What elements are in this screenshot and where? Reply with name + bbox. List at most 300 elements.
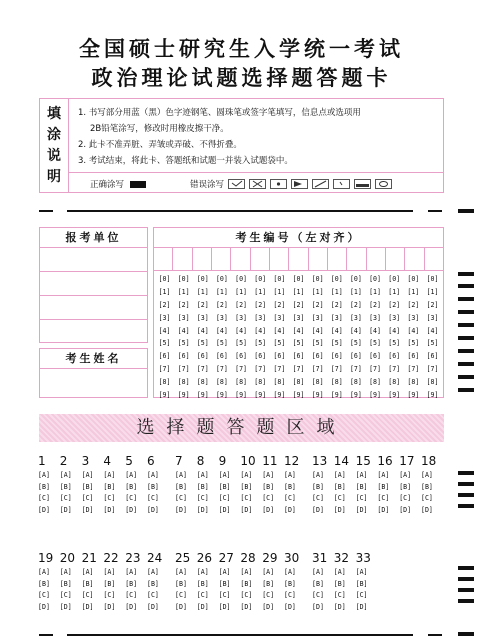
option-bubble[interactable]: [D] [312,505,324,514]
option-bubble[interactable]: [A] [333,568,346,576]
option-bubble[interactable]: [D] [81,602,94,611]
option-bubble[interactable]: [A] [81,568,94,576]
option-bubble[interactable]: [B] [175,579,187,588]
option-bubble[interactable]: [D] [377,505,390,514]
exam-id-bubble[interactable]: [2] [407,300,420,309]
option-bubble[interactable]: [D] [175,505,187,514]
exam-id-bubble[interactable]: [8] [407,378,420,387]
exam-id-cell[interactable] [193,248,212,270]
exam-id-bubble[interactable]: [6] [349,352,362,361]
exam-id-bubble[interactable]: [4] [177,326,190,335]
option-bubble[interactable]: [A] [355,471,368,479]
exam-id-bubble[interactable]: [4] [330,326,343,335]
option-bubble[interactable]: [B] [81,482,94,491]
exam-id-bubble[interactable]: [0] [273,275,286,283]
option-bubble[interactable]: [D] [283,505,296,514]
option-bubble[interactable]: [A] [59,471,72,479]
exam-id-bubble[interactable]: [3] [254,313,267,322]
exam-id-bubble[interactable]: [7] [369,365,381,374]
exam-id-bubble[interactable]: [0] [369,275,381,283]
exam-id-cell[interactable] [289,248,308,270]
option-bubble[interactable]: [B] [59,482,72,491]
option-bubble[interactable]: [D] [240,602,253,611]
option-bubble[interactable]: [B] [377,482,390,491]
exam-id-bubble[interactable]: [7] [330,365,343,374]
exam-id-bubble[interactable]: [9] [235,391,248,400]
option-bubble[interactable]: [B] [125,579,138,588]
exam-id-bubble[interactable]: [4] [349,326,362,335]
exam-id-bubble[interactable]: [9] [254,391,267,400]
exam-id-bubble[interactable]: [7] [407,365,420,374]
exam-id-bubble[interactable]: [6] [196,352,209,361]
exam-id-bubble[interactable]: [8] [196,378,209,387]
exam-id-bubble[interactable]: [6] [292,352,305,361]
exam-id-bubble[interactable]: [9] [215,391,228,400]
option-bubble[interactable]: [C] [333,494,346,502]
exam-id-bubble[interactable]: [6] [158,352,171,361]
option-bubble[interactable]: [D] [103,505,116,514]
exam-id-bubble[interactable]: [2] [215,300,228,309]
exam-id-bubble[interactable]: [1] [311,287,324,296]
exam-id-bubble[interactable]: [8] [426,378,439,387]
option-bubble[interactable]: [B] [146,579,159,588]
option-bubble[interactable]: [A] [175,568,187,576]
exam-id-bubble[interactable]: [3] [330,313,343,322]
option-bubble[interactable]: [D] [262,602,275,611]
exam-id-bubble[interactable]: [4] [215,326,228,335]
option-bubble[interactable]: [D] [125,602,138,611]
exam-id-bubble[interactable]: [4] [369,326,381,335]
option-bubble[interactable]: [D] [283,602,296,611]
option-bubble[interactable]: [B] [218,579,231,588]
exam-id-bubble[interactable]: [4] [254,326,267,335]
option-bubble[interactable]: [C] [333,591,346,599]
option-bubble[interactable]: [B] [103,579,116,588]
exam-id-bubble[interactable]: [6] [273,352,286,361]
option-bubble[interactable]: [C] [420,494,433,502]
exam-id-bubble[interactable]: [4] [311,326,324,335]
option-bubble[interactable]: [D] [196,602,209,611]
option-bubble[interactable]: [C] [125,591,138,599]
option-bubble[interactable]: [B] [333,482,346,491]
exam-id-bubble[interactable]: [4] [388,326,401,335]
exam-id-bubble[interactable]: [0] [311,275,324,283]
exam-id-bubble[interactable]: [9] [196,391,209,400]
exam-id-bubble[interactable]: [6] [330,352,343,361]
option-bubble[interactable]: [D] [81,505,94,514]
exam-id-bubble[interactable]: [6] [215,352,228,361]
option-bubble[interactable]: [A] [399,471,412,479]
exam-id-bubble[interactable]: [2] [349,300,362,309]
exam-id-cell[interactable] [154,248,173,270]
exam-id-bubble[interactable]: [6] [388,352,401,361]
option-bubble[interactable]: [A] [240,568,253,576]
option-bubble[interactable]: [C] [312,494,324,502]
option-bubble[interactable]: [D] [125,505,138,514]
option-bubble[interactable]: [A] [262,568,275,576]
exam-id-bubble[interactable]: [5] [177,339,190,348]
exam-id-bubble[interactable]: [9] [349,391,362,400]
exam-id-bubble[interactable]: [7] [292,365,305,374]
exam-id-bubble[interactable]: [2] [388,300,401,309]
option-bubble[interactable]: [B] [240,579,253,588]
option-bubble[interactable]: [A] [420,471,433,479]
exam-id-bubble[interactable]: [9] [369,391,381,400]
exam-id-bubble[interactable]: [8] [349,378,362,387]
option-bubble[interactable]: [B] [175,482,187,491]
exam-id-bubble[interactable]: [8] [311,378,324,387]
exam-id-cell[interactable] [425,248,443,270]
option-bubble[interactable]: [D] [38,602,50,611]
option-bubble[interactable]: [C] [146,591,159,599]
exam-id-bubble[interactable]: [1] [215,287,228,296]
option-bubble[interactable]: [C] [262,494,275,502]
exam-id-bubble[interactable]: [3] [292,313,305,322]
exam-id-bubble[interactable]: [7] [254,365,267,374]
option-bubble[interactable]: [C] [218,494,231,502]
exam-id-bubble[interactable]: [5] [369,339,381,348]
exam-id-bubble[interactable]: [2] [273,300,286,309]
exam-id-bubble[interactable]: [1] [196,287,209,296]
option-bubble[interactable]: [D] [420,505,433,514]
exam-id-bubble[interactable]: [3] [235,313,248,322]
option-bubble[interactable]: [D] [355,505,368,514]
exam-id-bubble[interactable]: [5] [196,339,209,348]
option-bubble[interactable]: [A] [355,568,368,576]
exam-id-bubble[interactable]: [8] [158,378,171,387]
exam-id-bubble[interactable]: [0] [254,275,267,283]
option-bubble[interactable]: [A] [218,471,231,479]
exam-id-bubble[interactable]: [3] [311,313,324,322]
option-bubble[interactable]: [D] [240,505,253,514]
exam-id-bubble[interactable]: [0] [235,275,248,283]
option-bubble[interactable]: [C] [262,591,275,599]
option-bubble[interactable]: [A] [312,568,324,576]
option-bubble[interactable]: [C] [175,591,187,599]
option-bubble[interactable]: [C] [103,494,116,502]
exam-id-bubble[interactable]: [6] [369,352,381,361]
exam-id-bubble[interactable]: [8] [215,378,228,387]
option-bubble[interactable]: [A] [146,568,159,576]
option-bubble[interactable]: [C] [38,494,50,502]
exam-id-bubble[interactable]: [3] [177,313,190,322]
exam-id-bubble[interactable]: [4] [196,326,209,335]
exam-id-bubble[interactable]: [2] [311,300,324,309]
option-bubble[interactable]: [C] [38,591,50,599]
exam-id-bubble[interactable]: [7] [235,365,248,374]
exam-id-bubble[interactable]: [4] [158,326,171,335]
option-bubble[interactable]: [D] [218,505,231,514]
exam-id-write-cells[interactable] [154,248,443,271]
exam-id-bubble[interactable]: [5] [273,339,286,348]
option-bubble[interactable]: [C] [283,494,296,502]
option-bubble[interactable]: [A] [377,471,390,479]
exam-id-bubble[interactable]: [5] [388,339,401,348]
option-bubble[interactable]: [B] [262,579,275,588]
option-bubble[interactable]: [C] [312,591,324,599]
option-bubble[interactable]: [C] [240,494,253,502]
exam-id-cell[interactable] [231,248,250,270]
exam-id-bubble[interactable]: [9] [407,391,420,400]
exam-id-bubble[interactable]: [3] [407,313,420,322]
exam-id-bubble[interactable]: [8] [177,378,190,387]
exam-id-bubble[interactable]: [4] [292,326,305,335]
option-bubble[interactable]: [B] [355,579,368,588]
exam-id-bubble[interactable]: [9] [311,391,324,400]
option-bubble[interactable]: [B] [38,482,50,491]
exam-id-bubble[interactable]: [5] [311,339,324,348]
option-bubble[interactable]: [B] [262,482,275,491]
option-bubble[interactable]: [C] [355,494,368,502]
exam-id-bubble[interactable]: [4] [426,326,439,335]
option-bubble[interactable]: [A] [218,568,231,576]
exam-id-bubble[interactable]: [0] [407,275,420,283]
exam-id-bubble[interactable]: [6] [177,352,190,361]
exam-id-bubble[interactable]: [8] [254,378,267,387]
exam-id-bubble[interactable]: [9] [292,391,305,400]
exam-id-bubble[interactable]: [7] [177,365,190,374]
exam-id-bubble[interactable]: [8] [330,378,343,387]
option-bubble[interactable]: [D] [175,602,187,611]
exam-id-bubble[interactable]: [5] [292,339,305,348]
exam-id-bubble[interactable]: [6] [235,352,248,361]
exam-id-bubble[interactable]: [3] [388,313,401,322]
option-bubble[interactable]: [A] [312,471,324,479]
exam-id-bubble[interactable]: [2] [330,300,343,309]
option-bubble[interactable]: [C] [196,494,209,502]
option-bubble[interactable]: [C] [175,494,187,502]
exam-id-bubble[interactable]: [5] [254,339,267,348]
option-bubble[interactable]: [B] [218,482,231,491]
option-bubble[interactable]: [C] [81,494,94,502]
exam-id-bubble[interactable]: [1] [330,287,343,296]
exam-id-bubble[interactable]: [4] [235,326,248,335]
option-bubble[interactable]: [A] [81,471,94,479]
exam-id-bubble[interactable]: [2] [426,300,439,309]
option-bubble[interactable]: [D] [103,602,116,611]
option-bubble[interactable]: [C] [81,591,94,599]
exam-id-bubble[interactable]: [2] [177,300,190,309]
exam-id-bubble[interactable]: [1] [349,287,362,296]
exam-id-bubble[interactable]: [1] [426,287,439,296]
exam-id-bubble[interactable]: [7] [349,365,362,374]
exam-id-bubble[interactable]: [9] [273,391,286,400]
option-bubble[interactable]: [C] [103,591,116,599]
option-bubble[interactable]: [B] [283,482,296,491]
exam-id-bubble[interactable]: [6] [311,352,324,361]
exam-id-bubble[interactable]: [3] [215,313,228,322]
option-bubble[interactable]: [A] [283,471,296,479]
exam-id-bubble[interactable]: [9] [158,391,171,400]
exam-id-cell[interactable] [347,248,366,270]
option-bubble[interactable]: [B] [196,482,209,491]
exam-id-cell[interactable] [405,248,424,270]
exam-id-bubble[interactable]: [8] [273,378,286,387]
exam-id-bubble[interactable]: [0] [388,275,401,283]
exam-id-bubble[interactable]: [5] [235,339,248,348]
exam-id-bubble[interactable]: [3] [426,313,439,322]
exam-id-bubble[interactable]: [7] [311,365,324,374]
exam-id-bubble[interactable]: [9] [177,391,190,400]
option-bubble[interactable]: [C] [59,591,72,599]
exam-id-cell[interactable] [270,248,289,270]
exam-id-bubble[interactable]: [9] [388,391,401,400]
exam-id-bubble[interactable]: [6] [426,352,439,361]
exam-id-bubble[interactable]: [6] [254,352,267,361]
option-bubble[interactable]: [D] [399,505,412,514]
exam-id-bubble[interactable]: [0] [349,275,362,283]
exam-id-bubble[interactable]: [5] [407,339,420,348]
exam-id-bubble[interactable]: [1] [273,287,286,296]
option-bubble[interactable]: [D] [333,602,346,611]
exam-id-bubble[interactable]: [8] [235,378,248,387]
exam-id-bubble[interactable]: [2] [254,300,267,309]
exam-id-bubble[interactable]: [9] [330,391,343,400]
exam-id-cell[interactable] [251,248,270,270]
option-bubble[interactable]: [A] [146,471,159,479]
option-bubble[interactable]: [D] [333,505,346,514]
exam-id-cell[interactable] [367,248,386,270]
option-bubble[interactable]: [B] [125,482,138,491]
exam-id-bubble[interactable]: [5] [426,339,439,348]
option-bubble[interactable]: [C] [218,591,231,599]
option-bubble[interactable]: [A] [103,568,116,576]
option-bubble[interactable]: [D] [146,505,159,514]
exam-id-bubble[interactable]: [1] [235,287,248,296]
option-bubble[interactable]: [C] [240,591,253,599]
exam-id-bubble[interactable]: [3] [196,313,209,322]
option-bubble[interactable]: [C] [283,591,296,599]
exam-id-bubble[interactable]: [0] [292,275,305,283]
exam-id-bubble[interactable]: [7] [196,365,209,374]
exam-id-bubble[interactable]: [8] [388,378,401,387]
exam-id-bubble[interactable]: [4] [273,326,286,335]
option-bubble[interactable]: [A] [59,568,72,576]
option-bubble[interactable]: [C] [125,494,138,502]
exam-id-bubble[interactable]: [9] [426,391,439,400]
exam-id-bubble[interactable]: [0] [196,275,209,283]
exam-id-bubble[interactable]: [3] [369,313,381,322]
exam-id-bubble[interactable]: [5] [215,339,228,348]
option-bubble[interactable]: [C] [59,494,72,502]
option-bubble[interactable]: [B] [196,579,209,588]
exam-id-cell[interactable] [173,248,192,270]
option-bubble[interactable]: [A] [262,471,275,479]
option-bubble[interactable]: [D] [59,505,72,514]
exam-id-cell[interactable] [309,248,328,270]
exam-id-bubble[interactable]: [7] [273,365,286,374]
option-bubble[interactable]: [B] [283,579,296,588]
exam-id-bubble[interactable]: [2] [158,300,171,309]
option-bubble[interactable]: [C] [355,591,368,599]
option-bubble[interactable]: [D] [196,505,209,514]
exam-id-bubble[interactable]: [6] [407,352,420,361]
exam-id-bubble[interactable]: [1] [254,287,267,296]
option-bubble[interactable]: [D] [218,602,231,611]
option-bubble[interactable]: [A] [196,568,209,576]
option-bubble[interactable]: [B] [59,579,72,588]
exam-id-bubble[interactable]: [8] [292,378,305,387]
option-bubble[interactable]: [B] [146,482,159,491]
exam-id-cell[interactable] [328,248,347,270]
exam-id-bubble[interactable]: [3] [349,313,362,322]
exam-id-bubble[interactable]: [7] [215,365,228,374]
option-bubble[interactable]: [A] [240,471,253,479]
exam-id-bubble[interactable]: [2] [235,300,248,309]
exam-id-bubble[interactable]: [5] [158,339,171,348]
exam-id-bubble[interactable]: [1] [388,287,401,296]
exam-id-cell[interactable] [212,248,231,270]
exam-id-bubble[interactable]: [1] [158,287,171,296]
candidate-name-input-area[interactable] [40,368,147,397]
option-bubble[interactable]: [C] [377,494,390,502]
option-bubble[interactable]: [B] [399,482,412,491]
exam-id-bubble[interactable]: [2] [292,300,305,309]
option-bubble[interactable]: [A] [175,471,187,479]
exam-id-bubble[interactable]: [1] [177,287,190,296]
exam-unit-input-area[interactable] [40,247,147,342]
option-bubble[interactable]: [D] [355,602,368,611]
exam-id-bubble[interactable]: [0] [177,275,190,283]
option-bubble[interactable]: [B] [312,482,324,491]
option-bubble[interactable]: [A] [333,471,346,479]
option-bubble[interactable]: [B] [333,579,346,588]
exam-id-bubble[interactable]: [1] [292,287,305,296]
option-bubble[interactable]: [A] [196,471,209,479]
exam-id-bubble[interactable]: [0] [426,275,439,283]
option-bubble[interactable]: [A] [38,471,50,479]
option-bubble[interactable]: [B] [81,579,94,588]
option-bubble[interactable]: [D] [59,602,72,611]
exam-id-bubble[interactable]: [0] [158,275,171,283]
exam-id-bubble[interactable]: [2] [196,300,209,309]
option-bubble[interactable]: [D] [312,602,324,611]
exam-id-bubble[interactable]: [3] [273,313,286,322]
option-bubble[interactable]: [A] [125,471,138,479]
exam-id-bubble[interactable]: [0] [330,275,343,283]
exam-id-bubble[interactable]: [7] [426,365,439,374]
exam-id-bubble[interactable]: [8] [369,378,381,387]
exam-id-bubble[interactable]: [5] [349,339,362,348]
exam-id-bubble[interactable]: [2] [369,300,381,309]
exam-id-bubble[interactable]: [1] [369,287,381,296]
option-bubble[interactable]: [D] [38,505,50,514]
exam-id-bubble[interactable]: [1] [407,287,420,296]
option-bubble[interactable]: [B] [103,482,116,491]
exam-id-bubble[interactable]: [5] [330,339,343,348]
option-bubble[interactable]: [A] [103,471,116,479]
exam-id-cell[interactable] [386,248,405,270]
option-bubble[interactable]: [B] [312,579,324,588]
option-bubble[interactable]: [C] [146,494,159,502]
option-bubble[interactable]: [C] [196,591,209,599]
exam-id-bubble[interactable]: [7] [388,365,401,374]
option-bubble[interactable]: [B] [355,482,368,491]
option-bubble[interactable]: [A] [38,568,50,576]
option-bubble[interactable]: [D] [146,602,159,611]
exam-id-bubble[interactable]: [4] [407,326,420,335]
option-bubble[interactable]: [D] [262,505,275,514]
option-bubble[interactable]: [A] [283,568,296,576]
exam-id-bubble[interactable]: [7] [158,365,171,374]
exam-id-bubble[interactable]: [3] [158,313,171,322]
option-bubble[interactable]: [C] [399,494,412,502]
option-bubble[interactable]: [B] [240,482,253,491]
option-bubble[interactable]: [B] [38,579,50,588]
exam-id-bubble[interactable]: [0] [215,275,228,283]
option-bubble[interactable]: [A] [125,568,138,576]
option-bubble[interactable]: [B] [420,482,433,491]
